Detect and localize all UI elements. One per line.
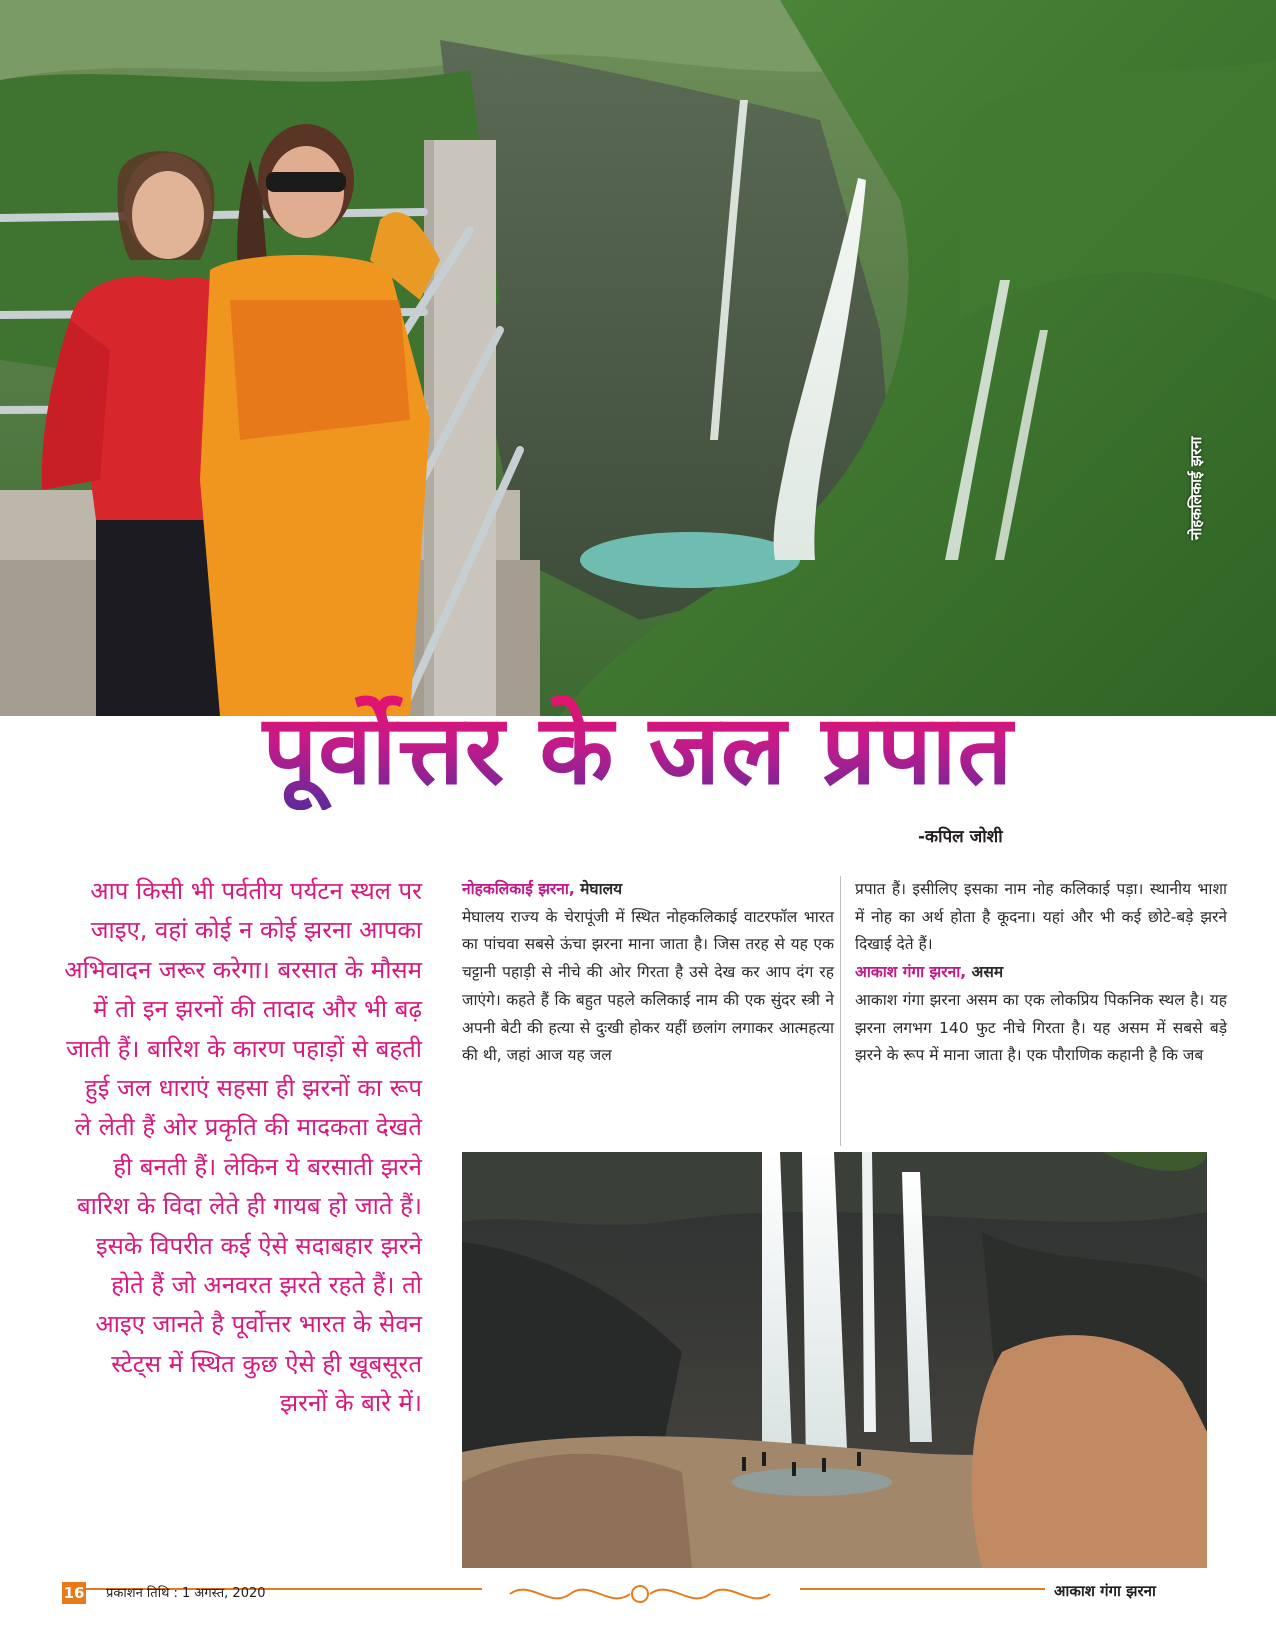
footer-rule-right bbox=[800, 1588, 1045, 1590]
page-number: 16 bbox=[63, 1584, 85, 1602]
section-1-heading-place: नोहकलिकाई झरना, bbox=[462, 880, 575, 898]
article-byline: -कपिल जोशी bbox=[918, 827, 1003, 847]
waterfall-photo-caption: आकाश गंगा झरना bbox=[1054, 1582, 1156, 1600]
section-2-heading-place: आकाश गंगा झरना, bbox=[855, 963, 967, 982]
hero-photo bbox=[0, 0, 1276, 716]
section-2-body: आकाश गंगा झरना असम का एक लोकप्रिय पिकनिक स्थल है। यह झरना लगभग 140 फुट नीचे गिरता है। यह असम में सबसे बड़े झरने के रूप में माना जाता है। एक पौराणिक कहानी है कि जब bbox=[855, 990, 1227, 1065]
section-1-body: मेघालय राज्य के चेरापूंजी में स्थित नोहकलिकाई वाटरफॉल भारत का पांचवा सबसे ऊंचा झरना माना जाता है। जिस तरह से यह एक चट्टानी पहाड़ी से नीचे की ओर गिरता है उसे देख कर आप दंग रह जाएंगे। कहते हैं कि बहुत पहले कलिकाई नाम की एक सुंदर स्त्री ने अपनी बेटी की हत्या से दुःखी होकर यहीं छलांग लगाकर आत्महत्या की थी, जहां आज यह जल bbox=[462, 907, 834, 1065]
waterfall-photo-illustration bbox=[462, 1152, 1207, 1568]
column-divider bbox=[840, 876, 841, 1146]
article-intro: आप किसी भी पर्वतीय पर्यटन स्थल पर जाइए, वहां कोई न कोई झरना आपका अभिवादन जरूर करेगा। बरसात के मौसम में तो इन झरनों की तादाद और भी बढ़ जाती हैं। बारिश के कारण पहाड़ों से बहती हुई जल धाराएं सहसा ही झरनों का रूप ले लेती हैं ओर प्रकृति की मादकता देखते ही बनती हैं। लेकिन ये बरसाती झरने बारिश के विदा लेते ही गायब हो जाते हैं। इसके विपरीत कई ऐसे सदाबहार झरने होते हैं जो अनवरत झरते रहते हैं। तो आइए जानते है पूर्वोत्तर भारत के सेवन स्टेट्स में स्थित कुछ ऐसे ही खूबसूरत झरनों के बारे में। bbox=[64, 877, 422, 1418]
publication-date: प्रकाशन तिथि : 1 अगस्त, 2020 bbox=[106, 1586, 266, 1601]
section-2-heading-state: असम bbox=[966, 963, 1004, 982]
section-1-heading bbox=[462, 876, 834, 904]
body-column-1 bbox=[462, 876, 834, 1070]
body-column-2 bbox=[855, 876, 1227, 1070]
waterfall-photo bbox=[462, 1152, 1207, 1568]
article-title: पूर्वोत्तर के जल प्रपात bbox=[0, 690, 1276, 810]
footer-ornament-icon bbox=[490, 1574, 790, 1614]
hero-photo-illustration bbox=[0, 0, 1276, 716]
section-1-body-continued: प्रपात हैं। इसीलिए इसका नाम नोह कलिकाई पड़ा। स्थानीय भाशा में नोह का अर्थ होता है कूदना। यहां और भी कई छोटे-बड़े झरने दिखाई देते हैं। bbox=[855, 880, 1227, 954]
hero-photo-caption: नोहकलिकाई झरना bbox=[1187, 436, 1205, 540]
section-2-heading bbox=[855, 959, 1227, 987]
section-1-heading-state: मेघालय bbox=[574, 880, 623, 898]
